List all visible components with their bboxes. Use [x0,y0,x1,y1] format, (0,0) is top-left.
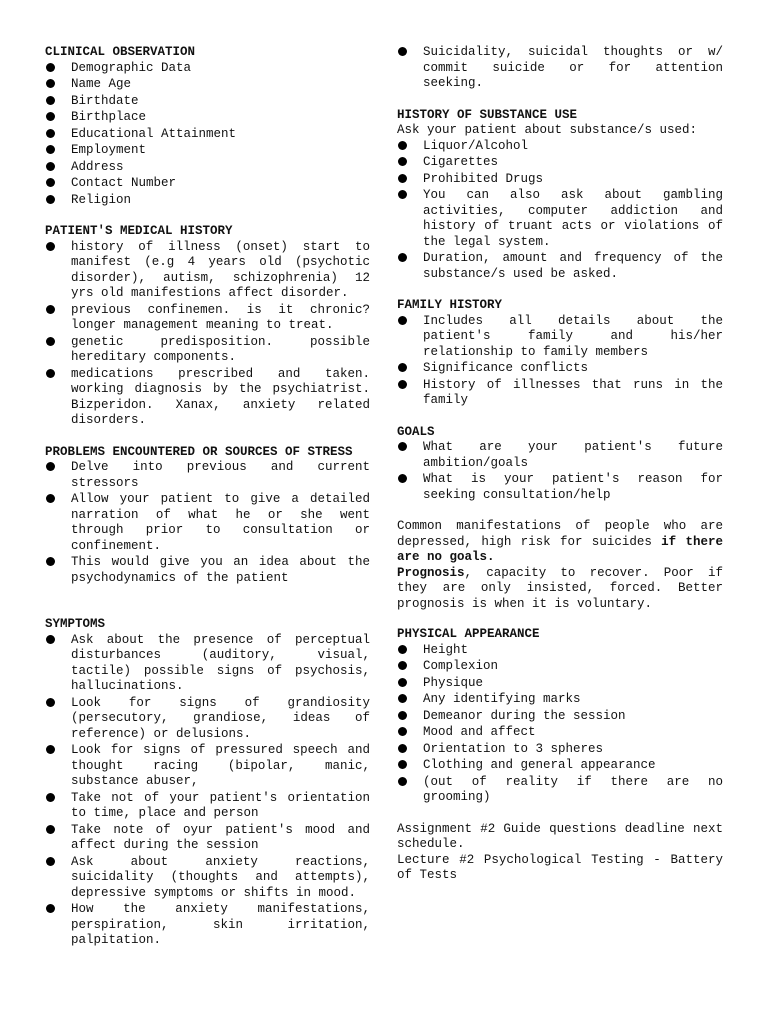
physical-appearance-list [397,643,723,806]
list-item: Name Age [45,77,370,93]
list-item: Religion [45,193,370,209]
substance-intro: Ask your patient about substance/s used: [397,123,698,137]
list-item: Includes all details about the patient's family and his/her relationship to family members [397,314,723,361]
goals-list [397,440,723,503]
symptoms-continued-list [397,45,723,92]
list-item: Clothing and general appearance [397,758,723,774]
lecture-note: Lecture #2 Psychological Testing - Battery of Tests [397,852,723,882]
list-item: Height [397,643,723,659]
list-item: What are your patient's future ambition/goals [397,440,723,471]
list-item: History of illnesses that runs in the family [397,378,723,409]
prognosis-paragraph [397,566,723,613]
list-item: Take note of oyur patient's mood and affect during the session [45,823,370,854]
list-item: Look for signs of pressured speech and thought racing (bipolar, manic, substance abuser, [45,743,370,790]
symptoms-heading: SYMPTOMS [45,617,106,631]
list-item: (out of reality if there are no grooming) [397,775,723,806]
clinical-observation-list [45,61,370,209]
list-item: Birthdate [45,94,370,110]
prognosis-text: , capacity to recover. Poor if they are only insisted, forced. Better prognosis is when it is voluntary. [397,565,723,611]
prognosis-label: Prognosis [397,565,465,580]
stress-heading: PROBLEMS ENCOUNTERED OR SOURCES OF STRESS [45,444,353,459]
list-item: history of illness (onset) start to manifest (e.g 4 years old (psychotic disorder), autism, schizophrenia) 12 yrs old manifestions affect disorder. [45,240,370,302]
family-history-heading: FAMILY HISTORY [397,298,503,312]
list-item: Prohibited Drugs [397,172,723,188]
goals-heading: GOALS [397,424,435,439]
manifestations-text: Common manifestations of people who are depressed, high risk for suicides [397,519,723,549]
list-item: Complexion [397,659,723,675]
list-item: genetic predisposition. possible hereditary components. [45,335,370,366]
list-item: Demographic Data [45,61,370,77]
list-item: Demeanor during the session [397,709,723,725]
list-item: Mood and affect [397,725,723,741]
list-item: This would give you an idea about the psychodynamics of the patient [45,555,370,586]
medical-history-heading: PATIENT'S MEDICAL HISTORY [45,224,233,238]
list-item: Physique [397,676,723,692]
substance-list [397,139,723,283]
list-item: Ask about anxiety reactions, suicidality (thoughts and attempts), depressive symptoms or shifts in mood. [45,855,370,902]
list-item: You can also ask about gambling activities, computer addiction and history of truant acts or violations of the legal system. [397,188,723,250]
list-item: Liquor/Alcohol [397,139,723,155]
list-item: Allow your patient to give a detailed narration of what he or she went through prior to consultation or confinement. [45,492,370,554]
list-item: Duration, amount and frequency of the substance/s used be asked. [397,251,723,282]
physical-appearance-heading: PHYSICAL APPEARANCE [397,627,540,641]
list-item: medications prescribed and taken. working diagnosis by the psychiatrist. Bizperidon. Xanax, anxiety related disorders. [45,367,370,429]
list-item: Ask about the presence of perceptual disturbances (auditory, visual, tactile) possible signs of psychosis, hallucinations. [45,633,370,695]
right-column [397,45,723,884]
manifestations-paragraph [397,519,723,566]
list-item: previous confinemen. is it chronic? longer management meaning to treat. [45,303,370,334]
list-item: Educational Attainment [45,127,370,143]
stress-list [45,460,370,586]
list-item: Contact Number [45,176,370,192]
list-item: What is your patient's reason for seeking consultation/help [397,472,723,503]
list-item: Significance conflicts [397,361,723,377]
list-item: Look for signs of grandiosity (persecutory, grandiose, ideas of reference) or delusions. [45,696,370,743]
list-item: Suicidality, suicidal thoughts or w/ commit suicide or for attention seeking. [397,45,723,92]
list-item: Delve into previous and current stressors [45,460,370,491]
manifestations-emphasis: if there are no goals. [397,534,723,564]
list-item: Take not of your patient's orientation to time, place and person [45,791,370,822]
clinical-observation-heading: CLINICAL OBSERVATION [45,45,196,59]
family-history-list [397,314,723,409]
list-item: Orientation to 3 spheres [397,742,723,758]
left-column [45,45,370,950]
list-item: Birthplace [45,110,370,126]
symptoms-list [45,633,370,949]
list-item: Address [45,160,370,176]
list-item: Any identifying marks [397,692,723,708]
medical-history-list [45,240,370,429]
list-item: Employment [45,143,370,159]
substance-use-heading: HISTORY OF SUBSTANCE USE [397,107,578,122]
list-item: How the anxiety manifestations, perspiration, skin irritation, palpitation. [45,902,370,949]
assignment-note: Assignment #2 Guide questions deadline next schedule. [397,821,723,851]
list-item: Cigarettes [397,155,723,171]
